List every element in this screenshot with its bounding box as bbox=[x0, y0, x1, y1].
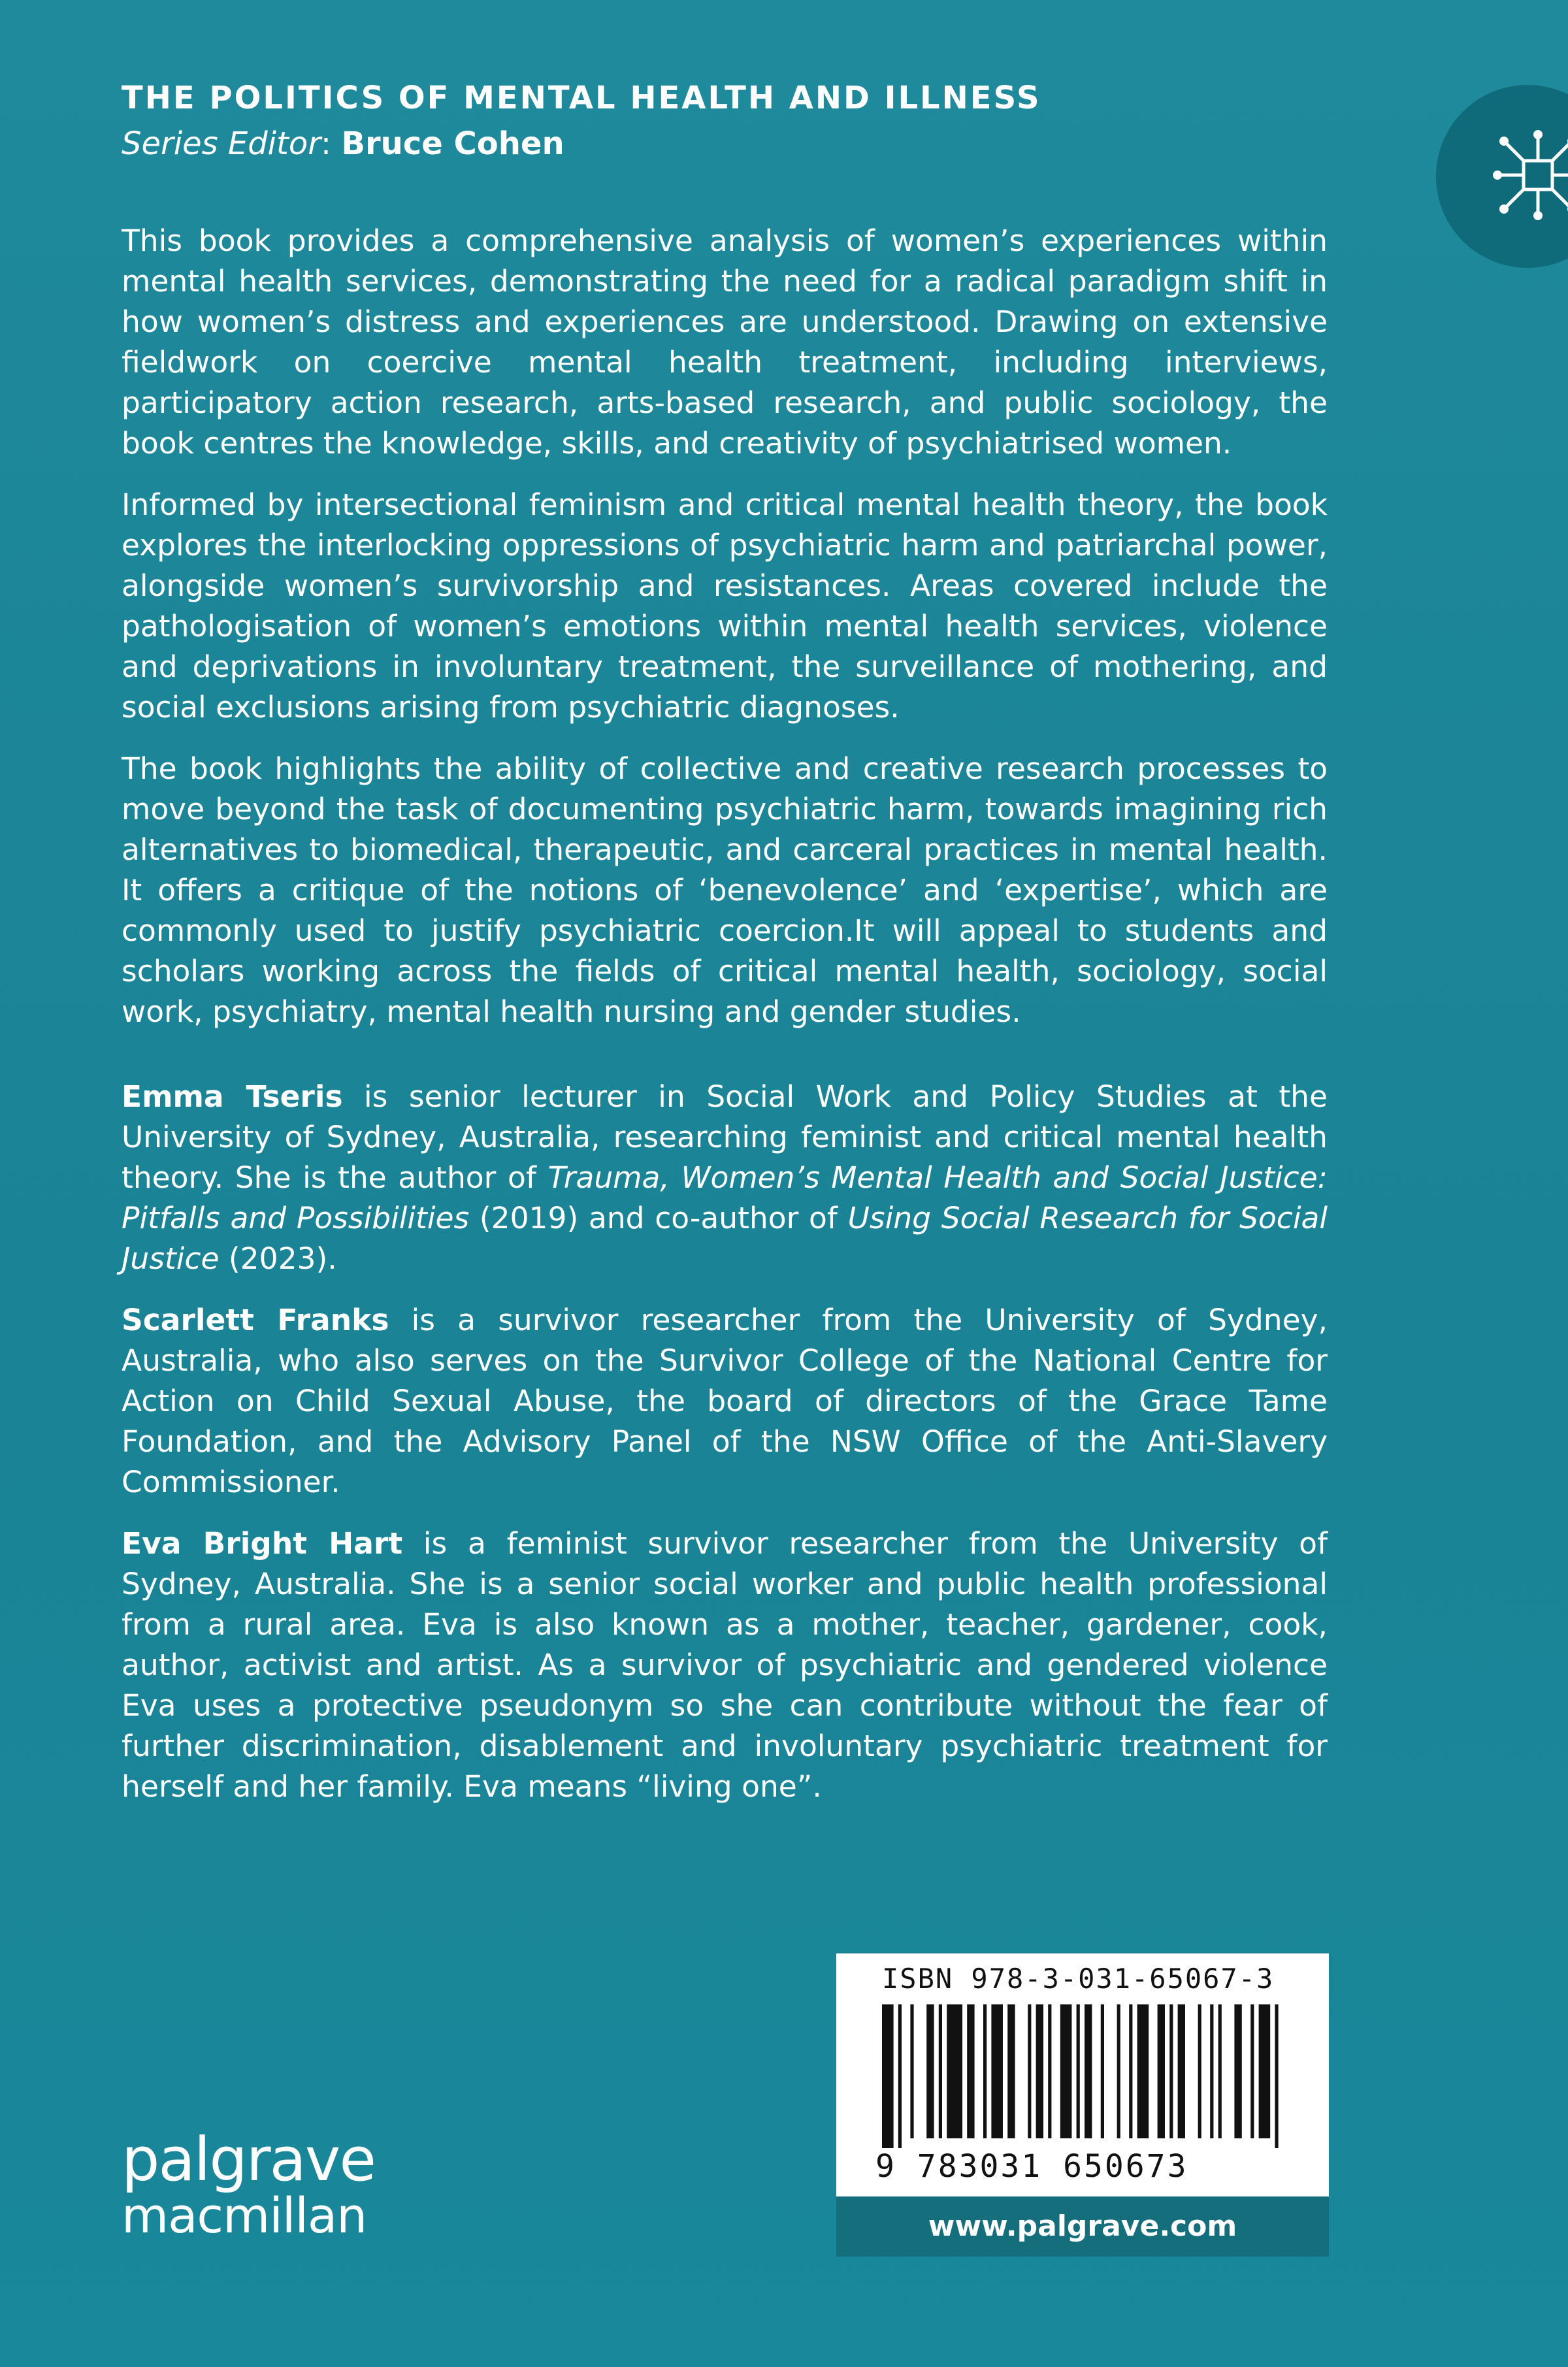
author-bio-hart: Eva Bright Hart is a feminist survivor researcher from the University of Sydney, Australia. She is a senior social worker and public health professional from a rural area. Eva is also known as a mother, teacher, gardener, cook, author, activist and artist. As a survivor of psychiatric and gendered violence Eva uses a protective pseudonym so she can contribute without the fear of further discrimination, disablement and involuntary psychiatric treatment for herself and her family. Eva means “living one”. bbox=[122, 1526, 1328, 1804]
series-title: THE POLITICS OF MENTAL HEALTH AND ILLNESS bbox=[122, 80, 1041, 116]
barcode-bar bbox=[1137, 2004, 1149, 2138]
circuit-node-icon bbox=[1486, 123, 1568, 227]
author-bio-franks: Scarlett Franks is a survivor researcher from the University of Sydney, Australia, who also serves on the Survivor College of the National Centre for Action on Child Sexual Abuse, the board of directors of the Grace Tame Foundation, and the Advisory Panel of the NSW Office of the Anti-Slavery Commissioner. bbox=[122, 1303, 1328, 1499]
publisher-url: www.palgrave.com bbox=[836, 2196, 1329, 2257]
author-name: Eva Bright Hart bbox=[122, 1526, 403, 1561]
author-bio-tseris: Emma Tseris is senior lecturer in Social Work and Policy Studies at the University of Sydney, Australia, researching feminist and critical mental health theory. She is the author of Trauma, Women’s Mental Health and Social Justice: Pitfalls and Possibilities (2019) and co-author of Using Social Research for Social Justice (2023). bbox=[122, 1079, 1328, 1276]
barcode-bar bbox=[1007, 2004, 1015, 2138]
barcode-bar bbox=[1036, 2004, 1043, 2138]
series-editor-name: Bruce Cohen bbox=[341, 125, 564, 162]
barcode-bar bbox=[1085, 2004, 1092, 2138]
blurb-paragraph: This book provides a comprehensive analysis of women’s experiences within mental health services, demonstrating the need for a radical paradigm shift in how women’s distress and experiences are understood. Drawing on extensive fieldwork on coercive mental health treatment, including interviews, participatory action research, arts-based research, and public sociology, the book centres the knowledge, skills, and creativity of psychiatrised women. bbox=[122, 223, 1328, 461]
blurb-paragraph: The book highlights the ability of collective and creative research processes to move beyond the task of documenting psychiatric harm, towards imagining rich alternatives to biomedical, therapeutic, and carceral practices in mental health. It offers a critique of the notions of ‘benevolence’ and ‘expertise’, which are commonly used to justify psychiatric coercion.It will appeal to students and scholars working across the fields of critical mental health, sociology, social work, psychiatry, mental health nursing and gender studies. bbox=[122, 751, 1328, 1029]
barcode bbox=[882, 2004, 1283, 2148]
author-name: Scarlett Franks bbox=[122, 1303, 389, 1337]
barcode-bar bbox=[882, 2004, 894, 2148]
barcode-bar bbox=[898, 2004, 902, 2148]
barcode-bar bbox=[926, 2004, 934, 2138]
publisher-name-line1: palgrave bbox=[122, 2125, 375, 2195]
barcode-bar bbox=[1250, 2004, 1254, 2138]
series-logo-badge bbox=[1436, 85, 1568, 268]
author-name: Emma Tseris bbox=[122, 1079, 343, 1114]
barcode-bar bbox=[939, 2004, 942, 2138]
barcode-bar bbox=[991, 2004, 1003, 2138]
barcode-bar bbox=[1101, 2004, 1104, 2138]
publisher-logo bbox=[122, 2125, 375, 2244]
barcode-bar bbox=[983, 2004, 987, 2138]
barcode-bar bbox=[1117, 2004, 1120, 2138]
barcode-bar bbox=[1129, 2004, 1132, 2138]
barcode-bar bbox=[910, 2004, 913, 2138]
barcode-bar bbox=[1234, 2004, 1241, 2138]
book-title: Trauma, Women’s Mental Health and Social Justice: Pitfalls and Possibilities bbox=[122, 1160, 1328, 1235]
barcode-bar bbox=[1218, 2004, 1222, 2138]
barcode-bar bbox=[1259, 2004, 1271, 2138]
blurb-text bbox=[122, 221, 1328, 1828]
barcode-digits: 9 783031 650673 bbox=[875, 2148, 1188, 2185]
isbn-text: ISBN 978-3-031-65067-3 bbox=[882, 1963, 1275, 1995]
barcode-bar bbox=[1275, 2004, 1278, 2148]
barcode-bar bbox=[1060, 2004, 1072, 2138]
series-editor-separator: : bbox=[320, 125, 342, 162]
isbn-barcode-box bbox=[836, 1953, 1329, 2221]
barcode-bar bbox=[1178, 2004, 1185, 2138]
barcode-bar bbox=[1048, 2004, 1051, 2138]
barcode-bar bbox=[1210, 2004, 1213, 2138]
barcode-bar bbox=[1158, 2004, 1165, 2138]
barcode-bar bbox=[1028, 2004, 1031, 2138]
publisher-name-line2: macmillan bbox=[122, 2188, 367, 2244]
book-title: Using Social Research for Social Justice bbox=[122, 1201, 1328, 1276]
series-editor-label: Series Editor bbox=[122, 125, 321, 162]
barcode-bar bbox=[1198, 2004, 1201, 2138]
barcode-bar bbox=[947, 2004, 962, 2138]
series-editor bbox=[122, 125, 564, 162]
barcode-bar bbox=[967, 2004, 974, 2138]
barcode-bar bbox=[1169, 2004, 1173, 2138]
blurb-paragraph: Informed by intersectional feminism and critical mental health theory, the book explores the interlocking oppressions of psychiatric harm and patriarchal power, alongside women’s survivorship and resistances. Areas covered include the pathologisation of women’s emotions within mental health services, violence and deprivations in involuntary treatment, the surveillance of mothering, and social exclusions arising from psychiatric diagnoses. bbox=[122, 487, 1328, 725]
barcode-bar bbox=[1077, 2004, 1080, 2138]
